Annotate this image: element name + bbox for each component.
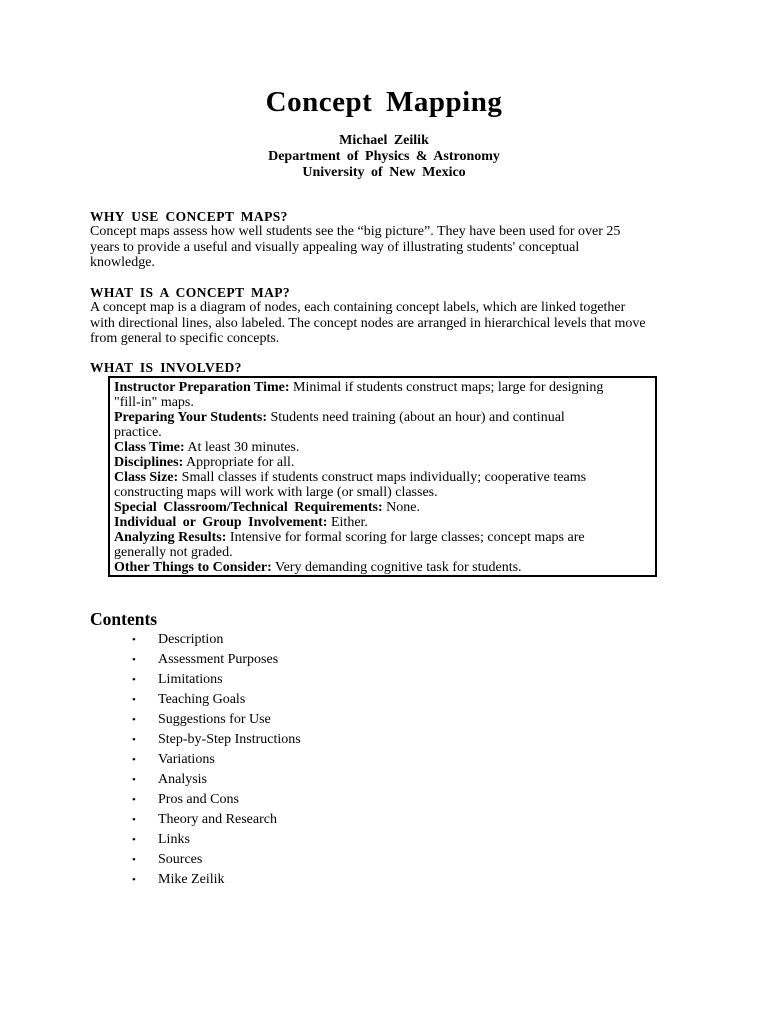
- contents-link-sources[interactable]: Sources: [158, 852, 203, 867]
- involved-text: Minimal if students construct maps; large for designing: [289, 380, 604, 395]
- contents-item: [0, 830, 768, 850]
- involved-row-prep-time: [114, 380, 655, 410]
- involved-row-analyzing-results: [114, 530, 655, 560]
- bullet-icon: •: [132, 754, 136, 766]
- involved-label: Class Size:: [114, 470, 179, 485]
- involved-text: practice.: [114, 425, 162, 440]
- contents-link-analysis[interactable]: Analysis: [158, 772, 207, 787]
- involved-row-class-size: [114, 470, 655, 500]
- section-heading-what-is: WHAT IS A CONCEPT MAP?: [90, 285, 291, 300]
- involved-text: Students need training (about an hour) and continual: [266, 410, 565, 425]
- involved-label: Individual or Group Involvement:: [114, 515, 328, 530]
- section-body-why: [90, 224, 690, 271]
- section-line: knowledge.: [90, 255, 155, 270]
- involved-text: Appropriate for all.: [183, 455, 295, 470]
- bullet-icon: •: [132, 774, 136, 786]
- contents-item: [0, 810, 768, 830]
- involved-label: Instructor Preparation Time:: [114, 380, 290, 395]
- bullet-icon: •: [132, 674, 136, 686]
- contents-link-suggestions-for-use[interactable]: Suggestions for Use: [158, 712, 271, 727]
- document-title: Concept Mapping: [265, 86, 503, 118]
- contents-link-teaching-goals[interactable]: Teaching Goals: [158, 692, 246, 707]
- contents-link-mike-zeilik[interactable]: Mike Zeilik: [158, 872, 225, 887]
- contents-title: Contents: [90, 609, 158, 629]
- contents-item: [0, 730, 768, 750]
- bullet-icon: •: [132, 634, 136, 646]
- section-line: Concept maps assess how well students see the “big picture”. They have been used for over 25: [90, 224, 621, 239]
- involved-text: generally not graded.: [114, 545, 233, 560]
- involved-row-other-things: [114, 560, 655, 575]
- involved-text: constructing maps will work with large (or small) classes.: [114, 485, 438, 500]
- contents-list: [0, 630, 768, 890]
- involved-label: Disciplines:: [114, 455, 184, 470]
- section-heading-involved: WHAT IS INVOLVED?: [90, 360, 242, 375]
- bullet-icon: •: [132, 714, 136, 726]
- author-department: Department of Physics & Astronomy: [268, 149, 500, 164]
- contents-link-pros-and-cons[interactable]: Pros and Cons: [158, 792, 239, 807]
- bullet-icon: •: [132, 654, 136, 666]
- contents-item: [0, 770, 768, 790]
- section-line: from general to specific concepts.: [90, 331, 280, 346]
- contents-link-limitations[interactable]: Limitations: [158, 672, 223, 687]
- contents-item: [0, 750, 768, 770]
- section-line: with directional lines, also labeled. The concept nodes are arranged in hierarchical levels that move: [90, 315, 646, 331]
- involved-text: Small classes if students construct maps individually; cooperative teams: [178, 470, 587, 485]
- contents-link-step-by-step[interactable]: Step-by-Step Instructions: [158, 732, 301, 747]
- involved-text: Intensive for formal scoring for large classes; concept maps are: [226, 530, 585, 545]
- contents-item: [0, 650, 768, 670]
- involved-row-preparing-students: [114, 410, 655, 440]
- contents-link-description[interactable]: Description: [158, 632, 224, 647]
- contents-item: [0, 790, 768, 810]
- author-university: University of New Mexico: [302, 165, 466, 180]
- section-line: A concept map is a diagram of nodes, each containing concept labels, which are linked together: [90, 300, 626, 315]
- involved-label: Analyzing Results:: [114, 530, 227, 545]
- contents-item: [0, 870, 768, 890]
- contents-item: [0, 630, 768, 650]
- bullet-icon: •: [132, 854, 136, 866]
- involved-text: None.: [382, 500, 420, 515]
- author-name: Michael Zeilik: [339, 133, 429, 148]
- contents-link-assessment-purposes[interactable]: Assessment Purposes: [158, 652, 279, 667]
- contents-link-links[interactable]: Links: [158, 832, 190, 847]
- involved-text: Either.: [327, 515, 368, 530]
- involved-text: At least 30 minutes.: [184, 440, 300, 455]
- involved-text: Very demanding cognitive task for students.: [271, 560, 522, 575]
- section-heading-why: WHY USE CONCEPT MAPS?: [90, 209, 288, 224]
- contents-item: [0, 690, 768, 710]
- author-block: [0, 133, 768, 181]
- involved-label: Other Things to Consider:: [114, 560, 272, 575]
- involved-text: "fill-in" maps.: [114, 395, 194, 410]
- section-body-what-is: [90, 300, 690, 347]
- bullet-icon: •: [132, 874, 136, 886]
- section-line: years to provide a useful and visually appealing way of illustrating students' conceptual: [90, 239, 580, 255]
- involved-row-special-requirements: [114, 500, 655, 515]
- involved-row-class-time: [114, 440, 655, 455]
- bullet-icon: •: [132, 814, 136, 826]
- contents-item: [0, 850, 768, 870]
- bullet-icon: •: [132, 694, 136, 706]
- contents-link-theory-and-research[interactable]: Theory and Research: [158, 812, 277, 827]
- involved-row-disciplines: [114, 455, 655, 470]
- contents-item: [0, 710, 768, 730]
- bullet-icon: •: [132, 834, 136, 846]
- contents-link-variations[interactable]: Variations: [158, 752, 215, 767]
- bullet-icon: •: [132, 794, 136, 806]
- involved-label: Preparing Your Students:: [114, 410, 267, 425]
- involved-row-involvement: [114, 515, 655, 530]
- involved-box: [108, 376, 657, 577]
- involved-label: Class Time:: [114, 440, 185, 455]
- bullet-icon: •: [132, 734, 136, 746]
- involved-label: Special Classroom/Technical Requirements:: [114, 500, 383, 515]
- contents-item: [0, 670, 768, 690]
